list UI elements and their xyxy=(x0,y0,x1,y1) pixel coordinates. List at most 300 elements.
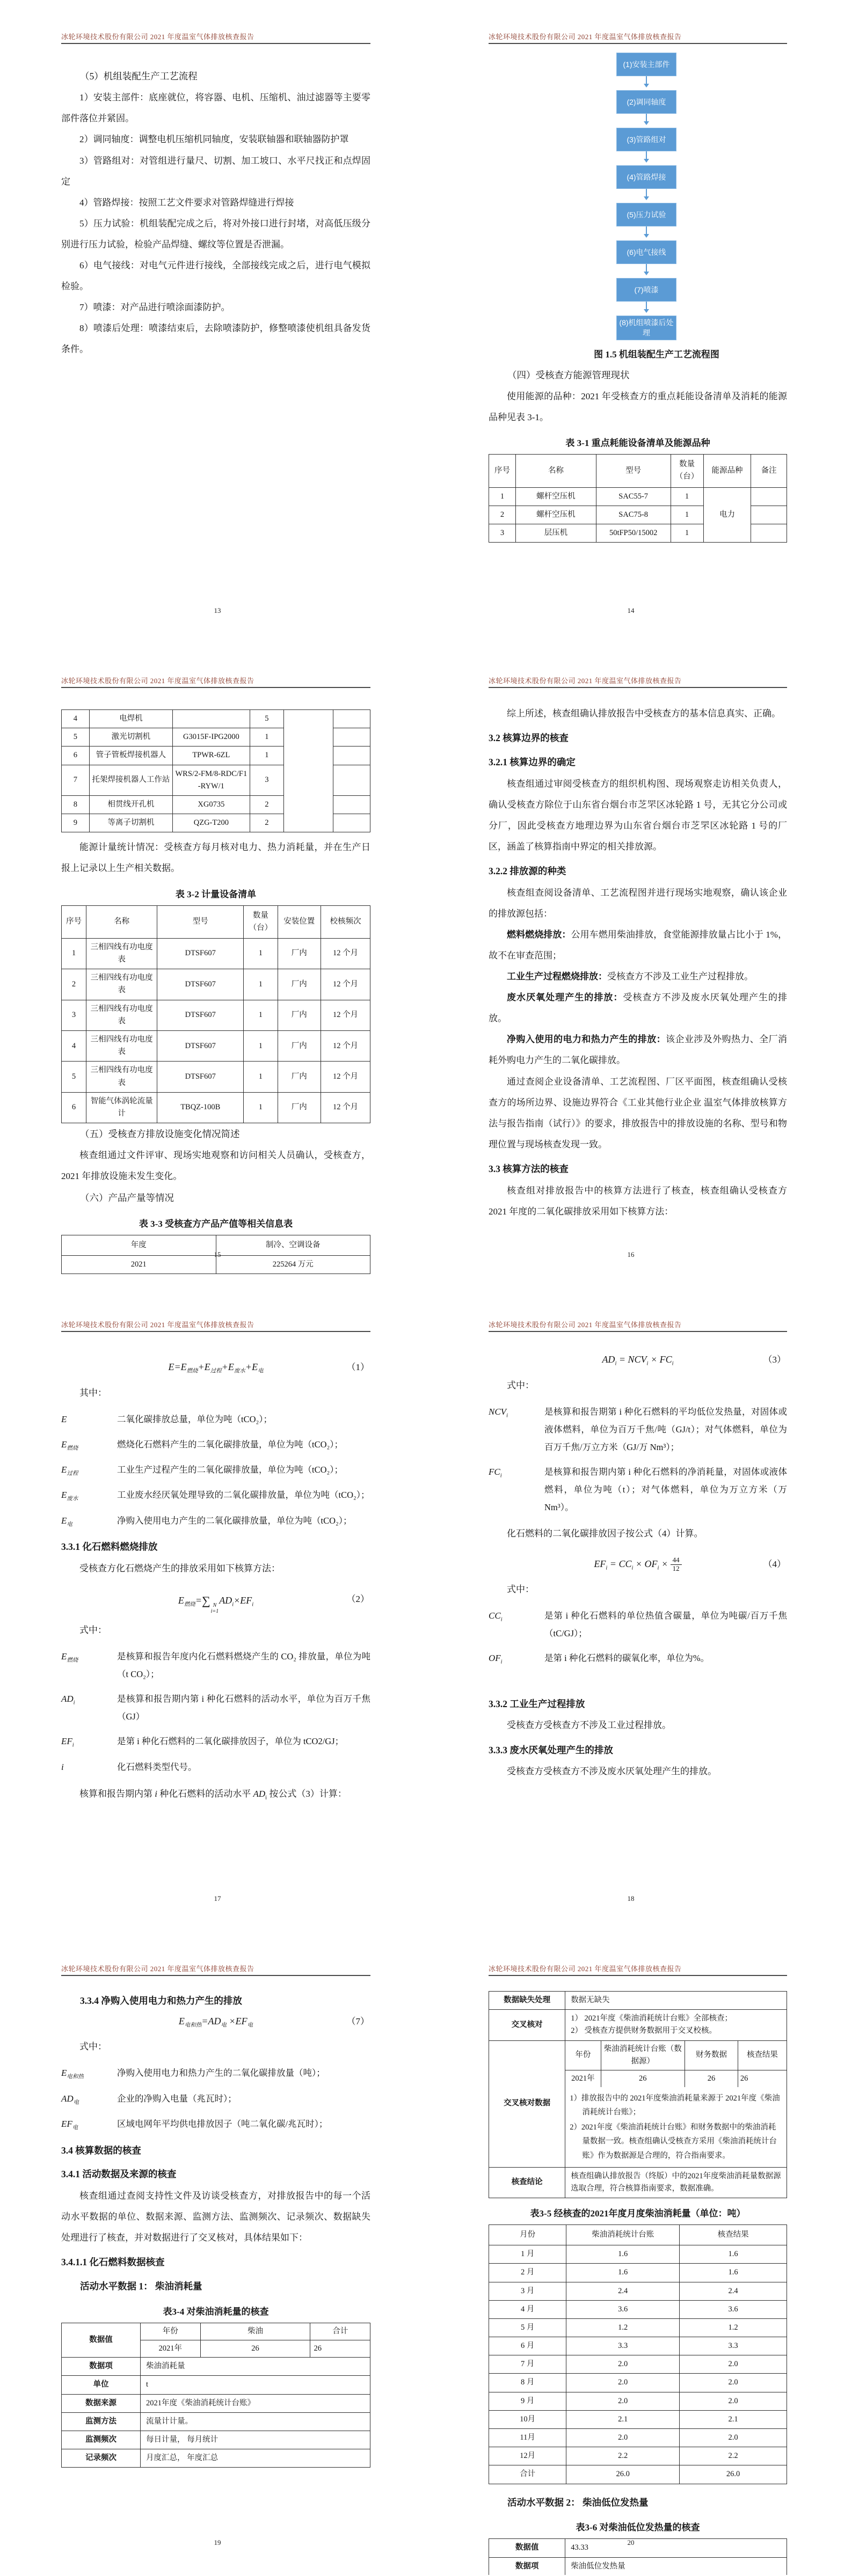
page-number: 16 xyxy=(627,1250,635,1258)
definition xyxy=(61,1436,370,1454)
heading-3-2-1: 3.2.1 核算边界的确定 xyxy=(489,756,576,767)
page-18 xyxy=(467,1303,795,1931)
page-header: 冰轮环境技术股份有限公司 2021 年度温室气体排放核查报告 xyxy=(489,15,787,44)
table-cell: 2.4 xyxy=(680,2282,787,2300)
table-cell xyxy=(333,765,370,795)
table-cell: 厂内 xyxy=(278,1092,321,1123)
col-header: 型号 xyxy=(596,455,671,487)
flow-step-box: (1)安装主部件 xyxy=(616,53,676,76)
flow-arrow-icon xyxy=(644,264,649,278)
paragraph: 1）安装主部件：底座就位，将容器、电机、压缩机、油过滤器等主要零部件落位并紧固。 xyxy=(61,92,370,124)
table-cell: 厂内 xyxy=(278,1062,321,1092)
table-cell: 年份 xyxy=(141,2323,200,2340)
definition xyxy=(489,1649,787,1667)
table-cell: 6 xyxy=(62,1092,86,1123)
page-number: 15 xyxy=(214,1250,221,1258)
notes xyxy=(565,2087,787,2167)
table-row xyxy=(62,710,370,728)
table-cell xyxy=(333,747,370,765)
formula-1 xyxy=(61,1358,370,1377)
formula-4 xyxy=(489,1555,787,1574)
table-row xyxy=(489,487,787,506)
paragraph: 2）调同轴度：调整电机压缩机同轴度，安装联轴器和联轴器防护罩 xyxy=(79,134,349,145)
description: 是第 i 种化石燃料的碳氧化率，单位为%。 xyxy=(544,1653,710,1664)
row-label: 数据来源 xyxy=(62,2394,141,2412)
figure-caption: 图 1.5 机组装配生产工艺流程图 xyxy=(594,349,719,360)
table-cell: 12 个月 xyxy=(321,1031,370,1062)
paragraph: 式中： xyxy=(79,2041,107,2052)
paragraph: 8）喷漆后处理：喷漆结束后，去除喷漆防护，修整喷漆使机组具备发货条件。 xyxy=(61,323,370,355)
paragraph: 受核查方受核查方不涉及工业过程排放。 xyxy=(507,1720,671,1731)
flow-step-box: (7)喷漆 xyxy=(616,278,676,302)
table-title: 表3-6 对柴油低位发热量的核查 xyxy=(576,2522,700,2533)
table-row xyxy=(489,2410,787,2428)
table-row xyxy=(62,1031,370,1062)
table-cell: 10月 xyxy=(489,2410,566,2428)
table-cell: 1 xyxy=(671,487,703,506)
page-number: 20 xyxy=(627,2538,635,2546)
col-header: 备注 xyxy=(751,455,787,487)
definition xyxy=(61,2115,370,2133)
description: 燃烧化石燃料产生的二氧化碳排放量，单位为吨（tCO₂）； xyxy=(117,1439,344,1450)
table-cell: 螺杆空压机 xyxy=(515,487,596,506)
row-label: 交叉核对 xyxy=(489,2010,565,2040)
paragraph xyxy=(489,987,787,1029)
formula-body: $E=E_{燃烧}+E_{过程}+E_{废水}+E_电$ xyxy=(168,1362,264,1374)
table-cell: 厂内 xyxy=(278,1031,321,1062)
table-cell: 2021年度《柴油消耗统计台账》 xyxy=(141,2394,370,2412)
table-cell: 1.6 xyxy=(566,2264,680,2282)
table-row xyxy=(489,2167,787,2198)
table-header-row xyxy=(489,2224,787,2245)
table-cell: 年份 xyxy=(565,2041,601,2070)
table-cell: 1 xyxy=(244,1092,278,1123)
table-cell: 2 xyxy=(250,814,283,832)
paragraph xyxy=(489,966,787,987)
page-header: 冰轮环境技术股份有限公司 2021 年度温室气体排放核查报告 xyxy=(489,659,787,688)
table-cell: t xyxy=(141,2376,370,2394)
symbol: $NCV_i$ xyxy=(489,1406,508,1419)
description: 二氧化碳排放总量，单位为吨（tCO₂）； xyxy=(117,1414,273,1424)
table-cell: 2.0 xyxy=(680,2429,787,2447)
flow-step-box: (6)电气接线 xyxy=(616,240,676,264)
page-header: 冰轮环境技术股份有限公司 2021 年度温室气体排放核查报告 xyxy=(61,659,370,688)
col-header: 安装位置 xyxy=(278,905,321,938)
page-13 xyxy=(54,15,381,643)
description: 化石燃料类型代号。 xyxy=(117,1761,197,1772)
paragraph: 核查组查阅设备清单、工艺流程图并进行现场实地观察，确认该企业的排放源包括： xyxy=(489,887,787,919)
table-cell: TPWR-6ZL xyxy=(173,747,250,765)
row-label: 记录频次 xyxy=(62,2449,141,2468)
definition xyxy=(61,1512,370,1530)
table-cell: 12 个月 xyxy=(321,1000,370,1030)
heading-3-2: 3.2 核算边界的核查 xyxy=(489,733,569,744)
table-cell: 1.6 xyxy=(566,2245,680,2264)
symbol: $E_{电和热}$ xyxy=(61,2068,84,2080)
table-cell: 4 月 xyxy=(489,2300,566,2318)
heading-3-3-1: 3.3.1 化石燃料燃烧排放 xyxy=(61,1541,158,1553)
table-cell: 26 xyxy=(200,2340,310,2358)
formula-number: （7） xyxy=(346,2016,369,2026)
paragraph: 3）管路组对：对管组进行量尺、切割、加工坡口、水平尺找正和点焊固定 xyxy=(61,155,370,187)
table-row xyxy=(141,2323,370,2340)
table-cell xyxy=(333,814,370,832)
table-row xyxy=(62,2358,370,2376)
nested-table xyxy=(141,2323,370,2357)
table-cell: 1 xyxy=(244,1062,278,1092)
flow-step-box: (2)调同轴度 xyxy=(616,90,676,114)
table-cell: 3.6 xyxy=(680,2300,787,2318)
table-cell: 1 xyxy=(671,506,703,524)
table-cell: SAC75-8 xyxy=(596,506,671,524)
formula-body: $E_{电和热}=AD_电 \times EF_电$ xyxy=(178,2015,253,2029)
table-cell: 柴油 xyxy=(200,2323,310,2340)
page-number: 18 xyxy=(627,1894,635,1902)
symbol: E xyxy=(61,1414,67,1424)
table-row xyxy=(489,2447,787,2465)
flow-step-box: (3)管路组对 xyxy=(616,128,676,151)
table-cell: 1 xyxy=(62,938,86,969)
paragraph: 综上所述，核查组确认排放报告中受核查方的基本信息真实、正确。 xyxy=(507,708,781,719)
table-cell xyxy=(173,710,250,728)
table-cell: QZG-T200 xyxy=(173,814,250,832)
row-label: 数据项 xyxy=(489,2557,565,2575)
definition xyxy=(61,1410,370,1429)
table-cell: 电焊机 xyxy=(89,710,172,728)
table-cell: 2.0 xyxy=(680,2374,787,2392)
definition xyxy=(61,1690,370,1725)
table-cell: 数据无缺失 xyxy=(565,1992,787,2010)
definition xyxy=(61,1758,370,1776)
table-cell: 4 xyxy=(62,710,90,728)
table-cell xyxy=(565,2040,787,2167)
description: 区域电网年平均供电排放因子（吨二氧化碳/兆瓦时）； xyxy=(117,2119,328,2129)
table-row xyxy=(489,2318,787,2337)
table-cell: 1 xyxy=(244,1000,278,1030)
formula-7 xyxy=(61,2012,370,2031)
page-header: 冰轮环境技术股份有限公司 2021 年度温室气体排放核查报告 xyxy=(61,1947,370,1976)
flow-step-box: (5)压力试验 xyxy=(616,203,676,226)
table-cell: 核查组确认排放报告（终版）中的2021年度柴油消耗量数据源选取合理，符合核算指南要求，数据准确。 xyxy=(565,2167,787,2198)
heading-3-4: 3.4 核算数据的核查 xyxy=(61,2145,141,2156)
table-cell: 5 xyxy=(62,1062,86,1092)
note-line: 1）排放报告中的 2021年度柴油消耗量来源于 2021年度《柴油消耗统计台账》； xyxy=(570,2094,780,2117)
col-header: 年度 xyxy=(62,1235,216,1255)
page-19 xyxy=(54,1947,381,2575)
table-cell: 6 月 xyxy=(489,2337,566,2355)
table-cell: 9 xyxy=(62,814,90,832)
table-cell: 2.0 xyxy=(680,2355,787,2374)
table-row xyxy=(62,2376,370,2394)
col-header: 制冷、空调设备 xyxy=(216,1235,370,1255)
table-cell: 1 xyxy=(244,938,278,969)
table-cell: 流量计计量。 xyxy=(141,2412,370,2431)
table-cell: 50tFP50/15002 xyxy=(596,524,671,542)
table-cell: 2.1 xyxy=(566,2410,680,2428)
bold-lead: 净购入使用的电力和热力产生的排放： xyxy=(507,1034,666,1045)
table-cell: 2 xyxy=(62,969,86,1000)
table-cell: 12 个月 xyxy=(321,938,370,969)
table-row xyxy=(489,2355,787,2374)
symbol: $FC_i$ xyxy=(489,1466,502,1479)
table-title: 表 3-1 重点耗能设备清单及能源品种 xyxy=(565,438,710,449)
flow-arrow-icon xyxy=(644,76,649,90)
formula-number: （3） xyxy=(763,1355,786,1365)
table-row xyxy=(62,1092,370,1123)
row-label: 数据值 xyxy=(62,2323,141,2357)
table-cell: 合计 xyxy=(489,2465,566,2484)
table-cell: 26 xyxy=(738,2070,787,2087)
table-cell xyxy=(141,2323,370,2357)
flow-arrow-icon xyxy=(644,302,649,316)
table-cell: 月度汇总， 年度汇总 xyxy=(141,2449,370,2468)
flow-step-box: (8)机组喷漆后处理 xyxy=(616,316,676,340)
text-line: 1） 2021年度《柴油消耗统计台账》全部核查； xyxy=(571,2014,733,2023)
paragraph: 使用能源的品种：2021 年受核查方的重点耗能设备清单及消耗的能源品种见表 3-1。 xyxy=(489,391,787,423)
table-cell: XG0735 xyxy=(173,795,250,814)
table-cell xyxy=(751,506,787,524)
table-row xyxy=(489,2429,787,2447)
table-cell: 相贯线开孔机 xyxy=(89,795,172,814)
table-cell: 厂内 xyxy=(278,1000,321,1030)
paragraph: 通过查阅企业设备清单、工艺流程图、厂区平面图，核查组确认受核查方的场所边界、设施边界符合《工业其他行业企业 温室气体排放核算方法与报告指南（试行）》的要求，排放报告中的排放设施的名称、型号和物理位置与现场核查发现一致。 xyxy=(489,1076,787,1150)
table-cell: 3 xyxy=(250,765,283,795)
table-cell: 2021 xyxy=(62,1256,216,1274)
table-cell: 5 xyxy=(250,710,283,728)
table-row xyxy=(62,969,370,1000)
table-cell: 1 xyxy=(244,969,278,1000)
table-cell: 3 月 xyxy=(489,2282,566,2300)
table-cell: 2.0 xyxy=(566,2374,680,2392)
table-row xyxy=(489,2392,787,2410)
table-cell xyxy=(333,728,370,747)
table-cell: 层压机 xyxy=(515,524,596,542)
paragraph: 5）压力试验：机组装配完成之后，将对外接口进行封堵，对高低压级分别进行压力试验，检验产品焊缝、螺纹等位置是否泄漏。 xyxy=(61,218,370,250)
table-row xyxy=(62,2394,370,2412)
page-number: 14 xyxy=(627,606,635,614)
formula-2 xyxy=(61,1590,370,1614)
formula-number: （2） xyxy=(346,1594,369,1605)
paragraph xyxy=(489,1029,787,1071)
description: 企业的净购入电量（兆瓦时）； xyxy=(117,2093,237,2104)
table-cell: 三相四线有功电度表 xyxy=(86,1000,157,1030)
table-cell: 26 xyxy=(310,2340,370,2358)
table-cell xyxy=(751,524,787,542)
table-cell: TBQZ-100B xyxy=(157,1092,244,1123)
col-header: 名称 xyxy=(86,905,157,938)
table-cell: 管子管板焊接机器人 xyxy=(89,747,172,765)
table-cell: 43.33 xyxy=(565,2539,787,2557)
heading-3-3-3: 3.3.3 废水厌氧处理产生的排放 xyxy=(489,1744,613,1755)
symbol: i xyxy=(61,1761,64,1772)
table-cell: 2 月 xyxy=(489,2264,566,2282)
paragraph: 核查组对排放报告中的核算方法进行了核查，核查组确认受核查方 2021 年度的二氧化碳排放采用如下核算方法： xyxy=(489,1185,787,1217)
row-label: 监测方法 xyxy=(62,2412,141,2431)
table-cell: 托架焊接机器人工作站 xyxy=(89,765,172,795)
definition xyxy=(489,1463,787,1516)
col-header: 月份 xyxy=(489,2224,566,2245)
table-cell: 三相四线有功电度表 xyxy=(86,1031,157,1062)
table-row xyxy=(141,2340,370,2358)
table-row xyxy=(62,1062,370,1092)
page-16 xyxy=(467,659,795,1287)
table-cell: 7 月 xyxy=(489,2355,566,2374)
table-cell: DTSF607 xyxy=(157,938,244,969)
symbol: $E_{燃烧}$ xyxy=(61,1439,78,1452)
spacer xyxy=(61,832,370,837)
spacer xyxy=(489,1976,787,1991)
spacer xyxy=(61,1976,370,1987)
table-cell: 核查结果 xyxy=(738,2041,787,2070)
heading-3-3-4: 3.3.4 净购入使用电力和热力产生的排放 xyxy=(80,1995,242,2006)
paragraph xyxy=(489,924,787,966)
paragraph: 式中： xyxy=(507,1380,534,1391)
paragraph: 核查组通过文件评审、现场实地观察和访问相关人员确认，受核查方，2021 年排放设施未发生变化。 xyxy=(61,1150,370,1182)
definition xyxy=(61,2064,370,2082)
table-cell: 1 xyxy=(489,487,516,506)
table-cell: 厂内 xyxy=(278,938,321,969)
page-17 xyxy=(54,1303,381,1931)
page-number: 13 xyxy=(214,606,221,614)
page-header: 冰轮环境技术股份有限公司 2021 年度温室气体排放核查报告 xyxy=(61,1303,370,1332)
row-label: 数据缺失处理 xyxy=(489,1992,565,2010)
definition xyxy=(61,1648,370,1683)
table-cell: 2 xyxy=(489,506,516,524)
table-cell: 3 xyxy=(489,524,516,542)
table-row xyxy=(489,2264,787,2282)
nested-table xyxy=(565,2041,787,2088)
table-3-5 xyxy=(489,2224,787,2484)
symbol: $AD_i$ xyxy=(61,1694,75,1706)
description: 是第 i 种化石燃料的二氧化碳排放因子，单位为 tCO2/GJ； xyxy=(117,1736,344,1747)
table-cell: 1.2 xyxy=(680,2318,787,2337)
text: 受核查方不涉及废水厌氧处理产生的排放。 xyxy=(489,992,788,1024)
col-header: 数量（台） xyxy=(244,905,278,938)
table-title: 表 3-3 受核查方产品产值等相关信息表 xyxy=(139,1218,293,1229)
table-cell: 11月 xyxy=(489,2429,566,2447)
paragraph: 核查组通过查阅支持性文件及访谈受核查方，对排放报告中的每一个活动水平数据的单位、数据来源、监测方法、监测频次、记录频次、数据缺失处理进行了核查，并对数据进行了交叉核对，具体结果如下： xyxy=(61,2191,370,2243)
table-cell xyxy=(565,2010,787,2040)
paragraph: 式中： xyxy=(79,1625,107,1636)
table-cell: 26 xyxy=(601,2070,685,2087)
col-header: 序号 xyxy=(489,455,516,487)
table-cell: 2.0 xyxy=(566,2392,680,2410)
table-cell xyxy=(333,795,370,814)
flow-arrow-icon xyxy=(644,226,649,240)
table-cell xyxy=(284,710,333,832)
table-cell: 1 xyxy=(671,524,703,542)
table-cell: WRS/2-FM/8-RDC/F1-RYW/1 xyxy=(173,765,250,795)
symbol: $AD_电$ xyxy=(61,2093,79,2106)
table-cell: 8 xyxy=(62,795,90,814)
table-cell: 厂内 xyxy=(278,969,321,1000)
table-row xyxy=(489,2557,787,2575)
heading-3-3: 3.3 核算方法的核查 xyxy=(489,1163,569,1174)
table-cell xyxy=(751,487,787,506)
formula-body: $EF_i = CC_i \times OF_i$ × $\frac{44}{12}$ xyxy=(594,1558,681,1569)
table-cell: 12 个月 xyxy=(321,1062,370,1092)
formula-number: （4） xyxy=(763,1558,786,1569)
activity-data-1: 活动水平数据 1： 柴油消耗量 xyxy=(80,2281,202,2292)
page-header: 冰轮环境技术股份有限公司 2021 年度温室气体排放核查报告 xyxy=(489,1947,787,1976)
row-label: 数据项 xyxy=(62,2358,141,2376)
table-row xyxy=(489,2374,787,2392)
table-cell: 2.0 xyxy=(566,2355,680,2374)
table-row xyxy=(565,2070,787,2087)
table-cell: 三相四线有功电度表 xyxy=(86,938,157,969)
table-cell: 2021年 xyxy=(565,2070,601,2087)
note-line: 2）2021年度《柴油消耗统计台账》和财务数据中的柴油消耗量数据一致。核查组确认受核查方采用《柴油消耗统计台账》作为数据源是合理的，符合指南要求。 xyxy=(570,2123,777,2160)
table-cell: 12月 xyxy=(489,2447,566,2465)
table-title: 表3-4 对柴油消耗量的核查 xyxy=(163,2306,269,2317)
col-header: 能源品种 xyxy=(703,455,751,487)
text: 该企业涉及外购热力、全厂消耗外购电力产生的二氧化碳排放。 xyxy=(489,1034,788,1066)
table-cell: 3 xyxy=(62,1000,86,1030)
table-row xyxy=(62,1000,370,1030)
table-cell: 1.2 xyxy=(566,2318,680,2337)
table-cell: 柴油低位发热量 xyxy=(565,2557,787,2575)
row-label: 监测频次 xyxy=(62,2431,141,2449)
flowchart-column xyxy=(616,53,676,340)
row-label: 数据值 xyxy=(489,2539,565,2557)
table-cell: 1.6 xyxy=(680,2264,787,2282)
table-cell-energy: 电力 xyxy=(703,487,751,543)
table-cell: 等离子切割机 xyxy=(89,814,172,832)
section-heading: （五）受核查方排放设施变化情况简述 xyxy=(80,1129,240,1140)
table-cell: 柴油消耗量 xyxy=(141,2358,370,2376)
page-number: 17 xyxy=(214,1894,221,1902)
flow-arrow-icon xyxy=(644,151,649,165)
table-cell: DTSF607 xyxy=(157,969,244,1000)
table-cell: 2 xyxy=(250,795,283,814)
bold-lead: 废水厌氧处理产生的排放： xyxy=(507,992,623,1003)
col-header: 核查结果 xyxy=(680,2224,787,2245)
flow-arrow-icon xyxy=(644,114,649,128)
table-cell: SAC55-7 xyxy=(596,487,671,506)
table-cell: 螺杆空压机 xyxy=(515,506,596,524)
paragraph: 6）电气接线：对电气元件进行接线，全部接线完成之后，进行电气模拟检验。 xyxy=(61,260,370,292)
formula-body: $AD_i = NCV_i \times FC_i$ xyxy=(602,1354,674,1367)
symbol: $CC_i$ xyxy=(489,1611,503,1623)
table-cell: 3.6 xyxy=(566,2300,680,2318)
spacer xyxy=(489,1675,787,1690)
formula-3 xyxy=(489,1350,787,1370)
symbol: $E_{废水}$ xyxy=(61,1490,78,1502)
table-cell: 3.3 xyxy=(680,2337,787,2355)
col-header: 柴油消耗统计台账 xyxy=(566,2224,680,2245)
paragraph: 4）管路焊接：按照工艺文件要求对管路焊缝进行焊接 xyxy=(79,197,294,208)
table-cell: 合计 xyxy=(310,2323,370,2340)
row-label: 交叉核对数据 xyxy=(489,2040,565,2167)
table-cell: 2.1 xyxy=(680,2410,787,2428)
page-number: 19 xyxy=(214,2538,221,2546)
spacer xyxy=(61,44,370,65)
table-row xyxy=(62,2412,370,2431)
col-header: 名称 xyxy=(515,455,596,487)
table-cell: 2.0 xyxy=(566,2429,680,2447)
table-cell: 5 xyxy=(62,728,90,747)
page-20 xyxy=(467,1947,795,2575)
table-cell: 三相四线有功电度表 xyxy=(86,969,157,1000)
page-header: 冰轮环境技术股份有限公司 2021 年度温室气体排放核查报告 xyxy=(61,15,370,44)
heading-3-3-2: 3.3.2 工业生产过程排放 xyxy=(489,1698,585,1709)
symbol: $E_电$ xyxy=(61,1515,72,1528)
formula-body: $E_{燃烧}=\sum$ N i=1 $AD_i\times EF_i$ xyxy=(178,1594,254,1614)
description: 净购入使用电力产生的二氧化碳排放量，单位为吨（tCO₂）； xyxy=(117,1515,352,1526)
table-cell: 3.3 xyxy=(566,2337,680,2355)
paragraph: 能源计量统计情况：受核查方每月核对电力、热力消耗量，并在生产日报上记录以上生产相关数据。 xyxy=(61,842,370,874)
paragraph: 7）喷漆：对产品进行喷涂面漆防护。 xyxy=(79,302,230,313)
